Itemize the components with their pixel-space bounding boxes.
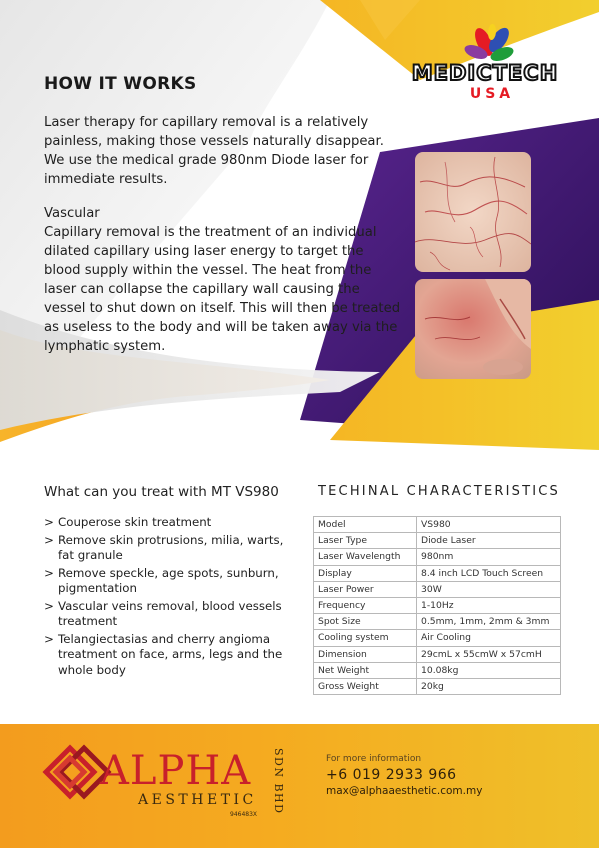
face-redness-photo	[415, 279, 531, 379]
spec-key: Display	[314, 565, 417, 581]
intro-paragraph: Laser therapy for capillary removal is a relatively painless, making those vessels naturally disappear. We use the medical grade 980nm Diode laser for immediate results.	[44, 115, 384, 187]
list-marker: >	[44, 515, 54, 529]
list-item	[44, 566, 284, 597]
treat-item-text: Remove speckle, age spots, sunburn, pigmentation	[58, 565, 279, 595]
table-row	[314, 662, 561, 678]
logo-text-sdn-bhd: SDN BHD	[272, 748, 285, 815]
spec-key: Model	[314, 517, 417, 533]
treat-list	[44, 515, 284, 680]
contact-block	[326, 754, 482, 797]
contact-phone: +6 019 2933 966	[326, 767, 457, 783]
spec-table	[313, 516, 561, 695]
table-row	[314, 565, 561, 581]
logo-text-aesthetic: AESTHETIC	[138, 792, 257, 808]
table-row	[314, 533, 561, 549]
alpha-emblem-icon	[46, 748, 108, 796]
vascular-paragraph: Capillary removal is the treatment of an individual dilated capillary using laser energy to target the blood supply within the vessel. The heat from the laser can collapse the capillary wall causing the vessel to shut down on itself. This will then be treated as useless to the body and will be taken away via the lymphatic system.	[44, 225, 401, 354]
spec-key: Laser Power	[314, 581, 417, 597]
table-row	[314, 614, 561, 630]
spec-key: Laser Type	[314, 533, 417, 549]
spec-value: Air Cooling	[417, 630, 561, 646]
table-row	[314, 597, 561, 613]
spec-key: Cooling system	[314, 630, 417, 646]
page-title: HOW IT WORKS	[44, 74, 197, 94]
company-reg-no: 946483X	[230, 811, 258, 818]
list-marker: >	[44, 631, 54, 646]
logo-text-usa: USA	[469, 86, 515, 102]
spec-key: Frequency	[314, 597, 417, 613]
spec-key: Spot Size	[314, 614, 417, 630]
treat-item-text: Couperose skin treatment	[58, 515, 212, 529]
list-marker: >	[44, 565, 54, 580]
table-row	[314, 517, 561, 533]
treat-heading: What can you treat with MT VS980	[44, 484, 279, 500]
table-row	[314, 678, 561, 694]
contact-email: max@alphaaesthetic.com.my	[326, 785, 483, 797]
spec-value: 1-10Hz	[417, 597, 561, 613]
table-row	[314, 549, 561, 565]
list-marker: >	[44, 598, 54, 613]
vascular-heading: Vascular	[44, 206, 100, 221]
table-row	[314, 646, 561, 662]
list-item	[44, 599, 284, 630]
spec-key: Dimension	[314, 646, 417, 662]
capillary-skin-photo	[415, 152, 531, 272]
spec-value: 20kg	[417, 678, 561, 694]
list-item	[44, 632, 284, 679]
spec-key: Gross Weight	[314, 678, 417, 694]
logo-text-alpha: ALPHA	[100, 748, 252, 794]
spec-value: 0.5mm, 1mm, 2mm & 3mm	[417, 614, 561, 630]
list-marker: >	[44, 532, 54, 547]
table-row	[314, 630, 561, 646]
spec-value: VS980	[417, 517, 561, 533]
spec-key: Laser Wavelength	[314, 549, 417, 565]
tech-heading: TECHINAL CHARACTERISTICS	[318, 484, 561, 499]
treat-item-text: Remove skin protrusions, milia, warts, fat granule	[58, 532, 284, 562]
spec-value: 29cmL x 55cmW x 57cmH	[417, 646, 561, 662]
spec-value: 980nm	[417, 549, 561, 565]
list-item	[44, 515, 284, 531]
logo-text-medictech: MEDICTECH	[411, 61, 559, 85]
table-row	[314, 581, 561, 597]
treat-item-text: Telangiectasias and cherry angioma treatment on face, arms, legs and the whole body	[58, 631, 283, 677]
spec-key: Net Weight	[314, 662, 417, 678]
treat-item-text: Vascular veins removal, blood vessels treatment	[58, 598, 282, 628]
spec-value: 10.08kg	[417, 662, 561, 678]
spec-value: Diode Laser	[417, 533, 561, 549]
medictech-logo	[404, 22, 566, 102]
contact-label: For more information	[326, 754, 422, 764]
spec-value: 30W	[417, 581, 561, 597]
list-item	[44, 533, 284, 564]
alpha-aesthetic-logo	[40, 734, 290, 834]
spec-value: 8.4 inch LCD Touch Screen	[417, 565, 561, 581]
